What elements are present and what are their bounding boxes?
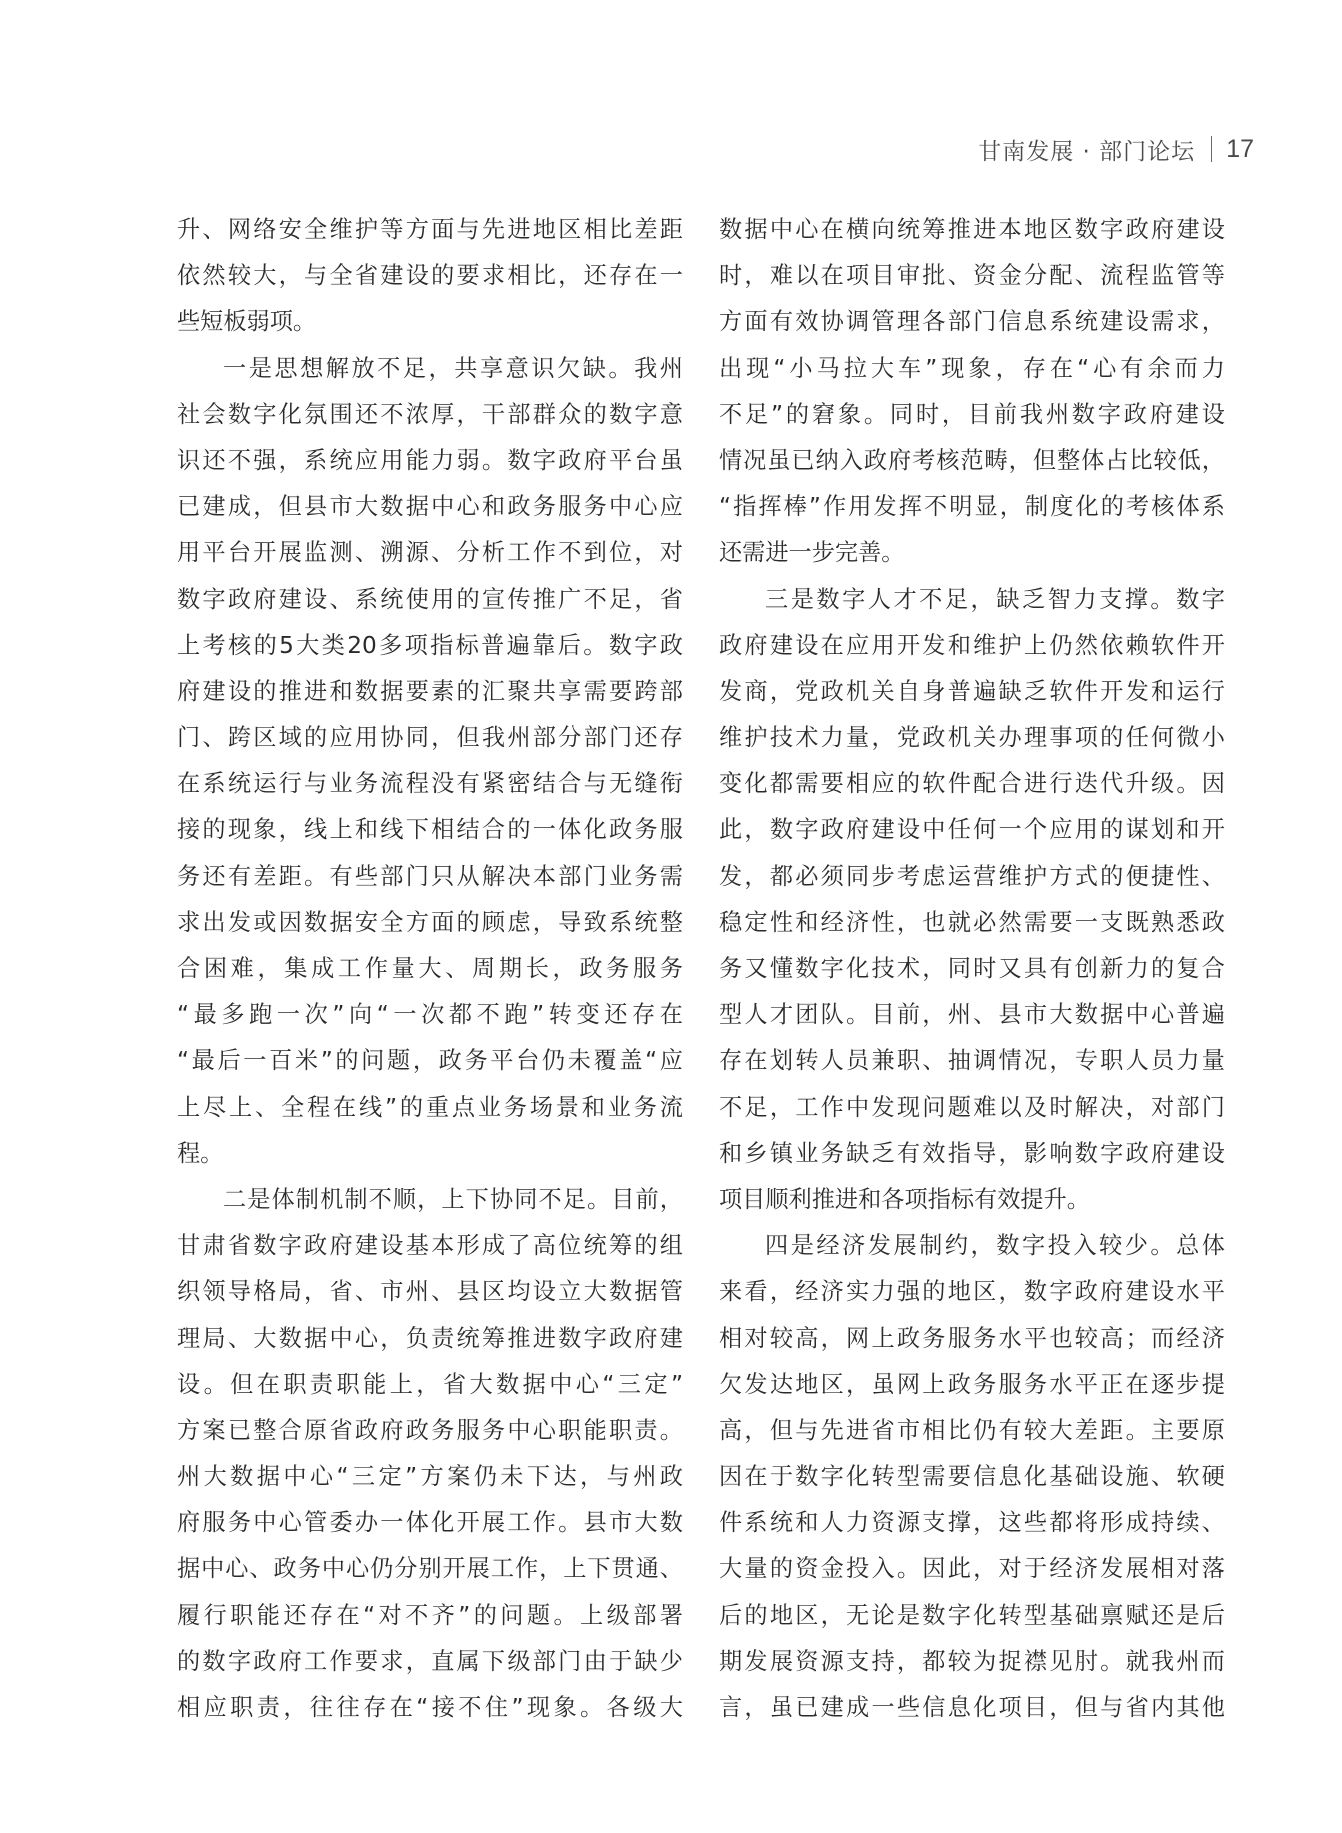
right-column-line: 发商，党政机关自身普遍缺乏软件开发和运行 <box>719 677 1225 705</box>
right-column-line: 项目顺利推进和各项指标有效提升。 <box>719 1185 1090 1213</box>
left-column-line: 织领导格局，省、市州、县区均设立大数据管 <box>177 1278 683 1306</box>
left-column-line: 上考核的5大类20多项指标普遍靠后。数字政 <box>177 631 683 659</box>
right-column-line: 后的地区，无论是数字化转型基础禀赋还是后 <box>719 1601 1225 1629</box>
left-column-line: 州大数据中心“三定”方案仍未下达，与州政 <box>177 1463 683 1491</box>
right-column-line: 不足”的窘象。同时，目前我州数字政府建设 <box>719 400 1225 428</box>
right-column-line: 高，但与先进省市相比仍有较大差距。主要原 <box>719 1416 1225 1444</box>
right-column-line: 此，数字政府建设中任何一个应用的谋划和开 <box>719 816 1225 844</box>
right-column-line: 大量的资金投入。因此，对于经济发展相对落 <box>719 1555 1225 1583</box>
left-column-line: 甘肃省数字政府建设基本形成了高位统筹的组 <box>177 1232 683 1260</box>
left-column-line: 履行职能还存在“对不齐”的问题。上级部署 <box>177 1601 683 1629</box>
right-column-line: 务又懂数字化技术，同时又具有创新力的复合 <box>719 955 1225 982</box>
right-column-line: 期发展资源支持，都较为捉襟见肘。就我州而 <box>719 1647 1225 1675</box>
left-column-line: 数字政府建设、系统使用的宣传推广不足，省 <box>177 585 683 613</box>
right-column-line: 四是经济发展制约，数字投入较少。总体 <box>765 1232 1225 1260</box>
left-column <box>177 207 683 1731</box>
right-column-line: 方面有效协调管理各部门信息系统建设需求， <box>719 308 1225 336</box>
right-column-line: 欠发达地区，虽网上政务服务水平正在逐步提 <box>719 1370 1225 1398</box>
left-column-line: “最多跑一次”向“一次都不跑”转变还存在 <box>177 1001 683 1029</box>
right-column-line: 出现“小马拉大车”现象，存在“心有余而力 <box>719 354 1225 382</box>
right-column-line: 不足，工作中发现问题难以及时解决，对部门 <box>719 1093 1225 1121</box>
right-column-line: 件系统和人力资源支撑，这些都将形成持续、 <box>719 1509 1225 1537</box>
right-column-line: 还需进一步完善。 <box>719 539 905 567</box>
right-column-line: 政府建设在应用开发和维护上仍然依赖软件开 <box>719 631 1225 659</box>
left-column-line: 理局、大数据中心，负责统筹推进数字政府建 <box>177 1324 683 1352</box>
left-column-line: 接的现象，线上和线下相结合的一体化政务服 <box>177 816 683 844</box>
page-number: 17 <box>1226 134 1254 163</box>
right-column-line: 时，难以在项目审批、资金分配、流程监管等 <box>719 262 1225 290</box>
right-column-line: 三是数字人才不足，缺乏智力支撑。数字 <box>765 585 1225 613</box>
right-column-line: 存在划转人员兼职、抽调情况，专职人员力量 <box>719 1047 1225 1075</box>
left-column-line: 的数字政府工作要求，直属下级部门由于缺少 <box>177 1647 683 1675</box>
left-column-line: 府服务中心管委办一体化开展工作。县市大数 <box>177 1509 683 1537</box>
left-column-line: 设。但在职责职能上，省大数据中心“三定” <box>177 1370 683 1398</box>
left-column-line: 升、网络安全维护等方面与先进地区相比差距 <box>177 216 683 243</box>
right-column-line: “指挥棒”作用发挥不明显，制度化的考核体系 <box>719 493 1225 521</box>
left-column-line: 用平台开展监测、溯源、分析工作不到位，对 <box>177 539 683 567</box>
right-column-line: 相对较高，网上政务服务水平也较高；而经济 <box>719 1324 1225 1352</box>
right-column-line: 情况虽已纳入政府考核范畴，但整体占比较低， <box>719 446 1225 474</box>
right-column-line: 发，都必须同步考虑运营维护方式的便捷性、 <box>719 862 1225 890</box>
right-column-line: 因在于数字化转型需要信息化基础设施、软硬 <box>719 1463 1225 1491</box>
right-column-line: 来看，经济实力强的地区，数字政府建设水平 <box>719 1278 1225 1306</box>
left-column-line: 府建设的推进和数据要素的汇聚共享需要跨部 <box>177 677 683 705</box>
left-column-line: 合困难，集成工作量大、周期长，政务服务 <box>177 955 683 982</box>
left-column-line: 已建成，但县市大数据中心和政务服务中心应 <box>177 493 683 521</box>
left-column-line: 方案已整合原省政府政务服务中心职能职责。 <box>177 1416 683 1444</box>
left-column-line: 门、跨区域的应用协同，但我州部分部门还存 <box>177 724 683 752</box>
left-column-line: 上尽上、全程在线”的重点业务场景和业务流 <box>177 1093 683 1121</box>
left-column-line: 二是体制机制不顺，上下协同不足。目前， <box>223 1185 683 1213</box>
left-column-line: 据中心、政务中心仍分别开展工作，上下贯通、 <box>177 1555 683 1583</box>
right-column-line: 维护技术力量，党政机关办理事项的任何微小 <box>719 724 1225 752</box>
left-column-line: 依然较大，与全省建设的要求相比，还存在一 <box>177 262 683 290</box>
left-column-line: 些短板弱项。 <box>177 308 317 336</box>
left-column-line: 社会数字化氛围还不浓厚，干部群众的数字意 <box>177 400 683 428</box>
left-column-line: 相应职责，往往存在“接不住”现象。各级大 <box>177 1694 683 1721</box>
publication-title: 甘南发展 · 部门论坛 <box>978 138 1196 165</box>
right-column-line: 稳定性和经济性，也就必然需要一支既熟悉政 <box>719 908 1225 936</box>
left-column-line: 程。 <box>177 1139 224 1167</box>
left-column-line: 务还有差距。有些部门只从解决本部门业务需 <box>177 862 683 890</box>
right-column-line: 言，虽已建成一些信息化项目，但与省内其他 <box>719 1694 1225 1721</box>
left-column-line: 一是思想解放不足，共享意识欠缺。我州 <box>223 354 683 382</box>
left-column-line: 在系统运行与业务流程没有紧密结合与无缝衔 <box>177 770 683 798</box>
right-column-line: 变化都需要相应的软件配合进行迭代升级。因 <box>719 770 1225 798</box>
running-header <box>978 132 1254 166</box>
right-column-line: 和乡镇业务缺乏有效指导，影响数字政府建设 <box>719 1139 1225 1167</box>
header-divider <box>1211 136 1212 162</box>
left-column-line: 求出发或因数据安全方面的顾虑，导致系统整 <box>177 908 683 936</box>
left-column-line: “最后一百米”的问题，政务平台仍未覆盖“应 <box>177 1047 683 1075</box>
right-column <box>719 207 1225 1731</box>
right-column-line: 型人才团队。目前，州、县市大数据中心普遍 <box>719 1001 1225 1029</box>
right-column-line: 数据中心在横向统筹推进本地区数字政府建设 <box>719 216 1225 243</box>
left-column-line: 识还不强，系统应用能力弱。数字政府平台虽 <box>177 446 683 474</box>
